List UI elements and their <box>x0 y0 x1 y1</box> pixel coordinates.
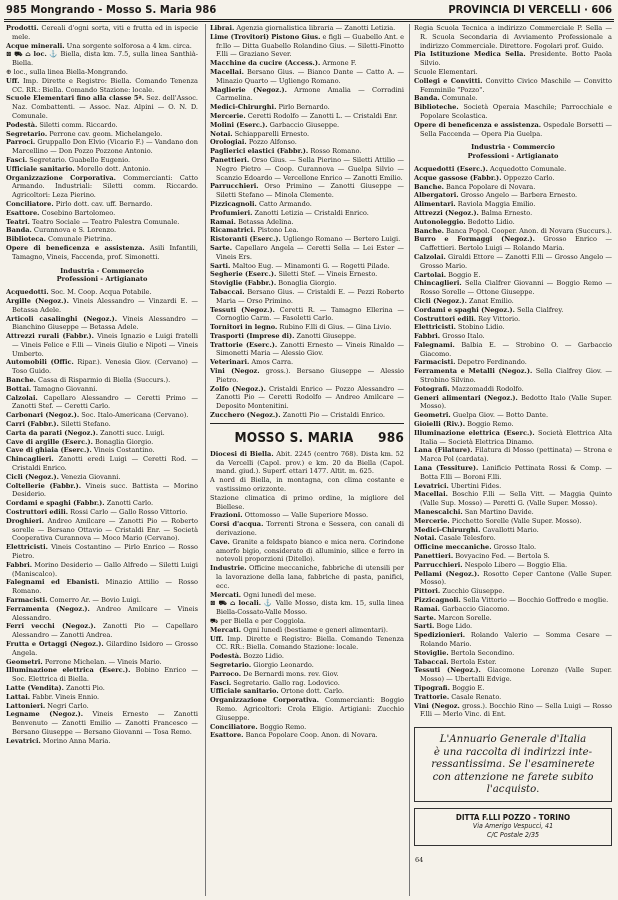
directory-entry: Pia Istituzione Medica Sella. Presidente. Botto Paola Silvio. <box>414 50 612 68</box>
advert-line: l'acquisto. <box>486 784 540 796</box>
directory-entry: Fasci. Segretario. Guabello Eugenio. <box>6 155 131 164</box>
directory-entry: Farmacisti. Comerro Ar. — Bovio Luigi. <box>6 596 141 604</box>
section-heading-mosso <box>210 430 404 446</box>
directory-entry: Veterinari. Amos Carra. <box>210 358 294 367</box>
directory-entry: Parroco. De Bernardi mons. rev. Giov. <box>210 669 339 678</box>
directory-entry: Falegnami ed Ebanisti. Minazio Attilio — Rosso Romano. <box>6 578 198 596</box>
column-divider <box>409 24 410 896</box>
directory-entry: Uff. Imp. Dirette e Registro: Biella. Comando Tenenza CC. RR.: Biella. Comando Stazione: locale. <box>210 634 404 652</box>
directory-entry: Sarte. Capellaro Angela — Ceretti Sella — Lei Ester — Vineis Ers. <box>210 243 404 261</box>
advert-company: DITTA F.LLI POZZO - TORINO <box>455 812 571 822</box>
directory-entry: Ferramenta (Negoz.). Andreo Amilcare — Vineis Alessandro. <box>6 604 198 622</box>
directory-entry: Spedizionieri. Rolando Valerio — Somma Cesare — Rolando Mario. <box>414 631 612 648</box>
directory-entry: Latte (Vendita). Zanotti Pio. <box>6 683 105 692</box>
directory-entry: Zolfo (Negoz.). Cristaldi Enrico — Pozzo Alessandro — Zanotti Pio — Ceretti Rodolfo — Andreo Amilcare — Deposito Montenitini. <box>210 384 404 411</box>
directory-entry: Scuole Elementari. <box>414 67 478 76</box>
column-divider <box>205 24 206 896</box>
column-right <box>414 24 612 896</box>
directory-entry: Profumieri. Zanotti Letizia — Cristaldi Enrico. <box>210 208 369 217</box>
directory-entry: Sarte. Marcon Sorelle. <box>414 613 492 622</box>
subheading-line: Professioni - Artigianato <box>56 275 148 284</box>
directory-entry: Gioielli (Riv.). Boggio Remo. <box>414 420 514 429</box>
directory-entry: Cave di argille (Eserc.). Bonaglia Giorgio. <box>6 437 154 446</box>
directory-entry: Trattorie (Eserc.). Zanotti Ernesto — Vineis Rinaldo — Simonetti Maria — Alessio Giov. <box>210 340 404 358</box>
directory-entry: Attrezzi rurali (Fabbr.). Vineis Ignazio e Luigi fratelli — Vineis Felice e F.lli — Vineis Giulio e Nipoti — Vineis Umberto. <box>6 332 198 358</box>
directory-entry: Ristoranti (Eserc.). Ugliengo Romano — Bertero Luigi. <box>210 235 401 244</box>
directory-entry: Organizzazione Corporativa. Commercianti: Catto Armando. Industriali: Siletti comm. Riccardo. Agricoltori: Leza Pierino. <box>6 173 198 200</box>
directory-entry: ⊠ ⛟ ⌂ loc. ⚓ Biella, dista km. 7.5, sulla linea Santhià-Biella. <box>6 50 198 68</box>
directory-entry: Vini (Negoz. gross.). Bocchio Rino — Sella Luigi — Rosso F.lli — Merlo Vinc. di Ent. <box>414 701 612 719</box>
directory-entry: Mercerie. Picchetto Sorelle (Valle Super. Mosso). <box>414 516 582 525</box>
column-left <box>6 24 198 896</box>
directory-entry: Burro e Formaggi (Negoz.). Grosso Enrico — Caffettieri. Bertolo Luigi — Rolando Maria. <box>414 235 612 253</box>
directory-entry: Orologiai. Pozzo Alfonso. <box>210 138 297 147</box>
directory-entry: Ramai. Garbaccio Giacomo. <box>414 604 510 613</box>
subheading-line: Professioni - Artigianato <box>467 152 559 161</box>
directory-entry: Elettricisti. Stobino Lidio. <box>414 323 505 332</box>
directory-entry: Diocesi di Biella. Abit. 2245 (centro 768). Dista km. 52 da Vercelli (Capol. prov.) e km. 20 da Biella (Capol. mand. giud.). Superf. ettari 1477. Altit. m. 625. <box>210 449 404 476</box>
directory-entry: Ferri vecchi (Negoz.). Zanotti Pio — Capellaro Alessandro — Zanotti Andrea. <box>6 622 198 640</box>
advert-postal: C/C Postale 2/35 <box>487 831 539 840</box>
directory-entry: Parroci. Gruppallo Don Elvio (Vicario F.) — Vandano don Marcellino — Don Pozzo Pozzone Antonio. <box>6 138 198 156</box>
directory-entry: Bottai. Tamagno Giovanni. <box>6 384 98 393</box>
directory-entry: Banche. Cassa di Risparmio di Biella (Succurs.). <box>6 376 171 385</box>
directory-entry: Esattore. Cosebino Bartolomeo. <box>6 208 116 217</box>
directory-entry: Opere di beneficenza e assistenza. Asili Infantili, Tamagno, Vineis, Faccenda, prof. Simonetti. <box>6 243 198 261</box>
directory-entry: Cordami e spaghi (Negoz.). Sella Cialfrey. <box>414 305 564 314</box>
directory-entry: Scuole Elementari fino alla classe 5ª. Sez. dell'Assoc. Naz. Combattenti. — Assoc. Naz. Alpini — O. N. D. Comunale. <box>6 94 198 120</box>
directory-entry: Officine meccaniche. Grosso Italo. <box>414 543 537 552</box>
directory-entry: Stazione climatica di primo ordine, la migliore del Biellese. <box>210 493 404 511</box>
directory-entry: Pizzicagnoli. Sella Vittorio — Bocchio Goffredo e moglie. <box>414 596 609 604</box>
directory-entry: Carri (Fabbr.). Siletti Stefano. <box>6 420 111 429</box>
directory-entry: Ricamatrici. Pistono Lea. <box>210 226 299 235</box>
directory-entry: Zucchero (Negoz.). Zanotti Pio — Cristaldi Enrico. <box>210 411 386 420</box>
section-subheading <box>6 267 198 285</box>
directory-entry: Ufficiale sanitario. Ortone dott. Carlo. <box>210 687 345 696</box>
pozzo-advert <box>414 808 612 846</box>
directory-entry: Cave di ghiaia (Eserc.). Vineis Costantino. <box>6 446 155 455</box>
directory-entry: Lime (Trovitori) Pistono Gius. e figli — Guabello Ant. e fr.llo — Ditta Guabello Rolandino Gius. — Siletti-Finotto F.lli — Graziano Sever. <box>210 32 404 59</box>
directory-entry: Banche. Banca Popolare di Novara. <box>414 182 536 191</box>
header-right: PROVINCIA DI VERCELLI · 606 <box>448 3 612 16</box>
directory-entry: Regia Scuola Tecnica a indirizzo Commerciale P. Sella — R. Scuola Secondaria di Avviamento Professionale a indirizzo Commerciale. Direttore. Fogolari prof. Guido. <box>414 24 612 50</box>
directory-entry: ⊠ ⛟ ⌂ locali. ⚓ Valle Mosso, dista km. 15, sulla linea Biella-Cossato-Valle Mosso. <box>210 599 404 617</box>
section-rule <box>210 423 404 424</box>
directory-entry: Stoviglie. Bertola Secondino. <box>414 648 515 657</box>
directory-entry: Acque minerali. Una sorgente solforosa a 4 km. circa. <box>6 41 192 50</box>
directory-entry: A nord di Biella, in montagna, con clima costante e vastissimo orizzonte. <box>210 476 404 494</box>
directory-entry: Esattore. Banca Popolare Coop. Anon. di Novara. <box>210 731 378 740</box>
directory-entry: ⊕ loc., sulla linea Biella-Mongrando. <box>6 67 128 76</box>
directory-entry: Lana (Tessiture). Lanificio Pettinata Rossi & Comp. — Botta F.lli — Boroni F.lli. <box>414 464 612 481</box>
directory-entry: Coltellerie (Fabbr.). Vineis succ. Battista — Morino Desiderio. <box>6 481 198 499</box>
directory-entry: Prodotti. Cereali d'ogni sorta, viti e frutta ed in ispecie mele. <box>6 24 198 41</box>
directory-entry: Medici-Chirurghi. Pirlo Bernardo. <box>210 103 330 112</box>
directory-entry: Macellai. Bersano Gius. — Bianco Dante — Catto A. — Minazio Quarto — Ugliengo Romano. <box>210 67 404 85</box>
header-rule <box>4 19 614 20</box>
directory-entry: Maglierie (Negoz.). Armone Amalia — Corradini Carmelina. <box>210 85 404 103</box>
directory-entry: Chincaglieri. Zanotti eredi Luigi — Ceretti Rod. — Cristaldi Enrico. <box>6 455 198 473</box>
directory-entry: Segherie (Eserc.). Siletti Stef. — Vineis Ernesto. <box>210 270 378 279</box>
directory-entry: Calzolai. Capellaro Alessandro — Ceretti Primo — Zanotti Stef. — Ceretti Carlo. <box>6 393 198 411</box>
header-rule-2 <box>4 21 614 22</box>
column-middle <box>210 24 404 896</box>
directory-entry: Tornitori in legno. Rubino F.lli di Gius. — Gina Livio. <box>210 323 392 332</box>
directory-entry: Calzolai. Giraldi Ettore — Zanotti F.lli — Grosso Angelo — Grosso Mario. <box>414 252 612 270</box>
directory-entry: Generi alimentari (Negoz.). Bedotto Italo (Valle Super. Mosso). <box>414 393 612 411</box>
subheading-line: Industria - Commercio <box>60 266 144 275</box>
directory-entry: Podestà. Siletti comm. Riccardo. <box>6 120 118 129</box>
directory-entry: Frutta e Ortaggi (Negoz.). Gilardino Isidoro — Grosso Angela. <box>6 639 198 657</box>
header-left: 985 Mongrando - Mosso S. Maria 986 <box>6 3 217 16</box>
directory-entry: Carta da parati (Negoz.). Zanotti succ. Luigi. <box>6 428 165 437</box>
directory-entry: Trasporti (Imprese di). Zanotti Giuseppe. <box>210 331 357 340</box>
annuario-advert <box>414 727 612 802</box>
directory-entry: Mercati. Ogni lunedì del mese. <box>210 590 317 599</box>
directory-entry: Organizzazione Corporativa. Commercianti: Boggio Remo. Agricoltori: Crola Eligio. Artigiani: Zucchio Giuseppe. <box>210 696 404 722</box>
directory-entry: Illuminazione elettrica (Eserc.). Società Elettrica Alta Italia — Società Elettrica Dinamo. <box>414 428 612 446</box>
directory-entry: Costruttori edili. Rey Vittorio. <box>414 314 521 323</box>
directory-entry: Fabbri. Morino Desiderio — Gallo Alfredo — Siletti Luigi (Maniscalco). <box>6 560 198 578</box>
directory-entry: Cordami e spaghi (Fabbr.). Zanotti Carlo. <box>6 499 154 508</box>
directory-entry: Lattai. Fabbr. Vineis Ennio. <box>6 692 100 701</box>
directory-entry: Geometri. Guelpa Giov. — Botto Dante. <box>414 411 549 420</box>
advert-line: L'Annuario Generale d'Italia <box>439 734 587 746</box>
directory-entry: ⛟ per Biella e per Coggiola. <box>210 617 306 625</box>
directory-entry: Acque gassose (Fabbr.). Oppezzo Carlo. <box>414 173 555 182</box>
directory-entry: Albergatori. Grosso Angelo — Barbera Ernesto. <box>414 191 578 200</box>
directory-entry: Attrezzi (Negoz.). Balma Ernesto. <box>414 208 533 217</box>
page-header <box>6 2 612 20</box>
directory-entry: Farmacisti. Depetro Ferdinando. <box>414 358 527 367</box>
directory-entry: Argille (Negoz.). Vineis Alessandro — Vinzardi E. — Betassa Adele. <box>6 296 198 314</box>
directory-entry: Pellami (Negoz.). Rosotto Ceper Cantone (Valle Super. Mosso). <box>414 569 612 587</box>
directory-entry: Tessuti (Negoz.). Giacomone Lorenzo (Valle Super. Mosso) — Ubertalli Edvige. <box>414 666 612 684</box>
page-mark: 64 <box>415 856 424 864</box>
directory-entry: Levatrici. Morino Anna Maria. <box>6 736 111 745</box>
directory-entry: Cartolai. Boggio E. <box>414 270 481 279</box>
directory-entry: Biblioteca. Comunale Pietrina. <box>6 235 113 244</box>
directory-entry: Panettieri. Orso Gius. — Sella Pierino — Siletti Attilio — Negro Pietro — Coop. Curannova — Guelpa Silvio — Scanzio Edoardo — Vercellone Enrico — Zanotti Emilio. <box>210 155 404 182</box>
directory-entry: Mercati. Ogni lunedì (bestiame e generi alimentari). <box>210 625 388 634</box>
directory-entry: Conciliatore. Boggio Remo. <box>210 722 307 731</box>
directory-entry: Ufficiale sanitario. Morello dott. Antonio. <box>6 164 151 173</box>
directory-entry: Illuminazione elettrica (Eserc.). Bobino Enrico — Soc. Elettrica di Biella. <box>6 666 198 684</box>
directory-entry: Cicli (Negoz.). Zanat Emilio. <box>414 296 514 305</box>
directory-entry: Mercerie. Ceretti Rodolfo — Zanotti L. — Cristaldi Enr. <box>210 111 398 120</box>
directory-entry: Pizzicagnoli. Catto Armando. <box>210 199 312 208</box>
directory-entry: Droghieri. Andreo Amilcare — Zanotti Pio — Roberto sorelle — Bersano Ottavio — Cristaldi Enr. — Società Cooperativa Curannova — Moco Mario (Cervano). <box>6 516 198 543</box>
directory-entry: Articoli casalinghi (Negoz.). Vineis Alessandro — Bianchino Giuseppe — Betassa Adele. <box>6 314 198 332</box>
directory-entry: Frazioni. Ottomosso — Valle Superiore Mosso. <box>210 511 369 520</box>
directory-entry: Cave. Granite a feldspato bianco e mica nera. Corindone amorfo bigio, considerato di alluminio, silice e ferro in notevoli proporzioni (Ditello). <box>210 537 404 564</box>
directory-entry: Carbonari (Negoz.). Soc. Italo-Americana (Cervano). <box>6 411 189 420</box>
directory-entry: Librai. Agenzia giornalistica libraria — Zanotti Letizia. <box>210 24 396 32</box>
directory-entry: Automobili (Offic. Ripar.). Venesia Giov. (Cervano) — Toso Guido. <box>6 358 198 376</box>
subheading-line: Industria - Commercio <box>471 143 555 152</box>
directory-entry: Paglierici elastici (Fabbr.). Rosso Romano. <box>210 147 362 156</box>
section-title: MOSSO S. MARIA <box>234 429 354 446</box>
directory-entry: Opere di beneficenza e assistenza. Ospedale Borsetti — Sella Faccenda — Opera Pia Guelpa. <box>414 120 612 138</box>
directory-entry: Notai. Casale Telesforo. <box>414 534 496 543</box>
directory-entry: Pittori. Zucchio Giuseppe. <box>414 587 505 596</box>
directory-entry: Macchine da cucire (Access.). Armone F. <box>210 59 357 68</box>
directory-entry: Falegnami. Balbia E. — Strobino O. — Garbaccio Giacomo. <box>414 340 612 358</box>
directory-entry: Ramai. Betassa Adelina. <box>210 217 294 226</box>
directory-entry: Tipografi. Boggio E. <box>414 683 485 692</box>
directory-entry: Banda. Comunale. <box>414 94 478 103</box>
directory-entry: Tabaccai. Bersano Gius. — Cristaldi E. — Pezzi Roberto Maria — Orso Primino. <box>210 287 404 305</box>
directory-entry: Vini (Negoz. gross.). Bersano Giuseppe — Alessio Pietro. <box>210 367 404 384</box>
directory-entry: Corsi d'acqua. Torrenti Strona e Sessera, con canali di derivazione. <box>210 520 404 538</box>
directory-entry: Notai. Schiapparelli Ernesto. <box>210 129 310 138</box>
directory-entry: Chincaglieri. Sella Cialfrer Giovanni — Boggio Remo — Rosso Sorelle — Ottone Giuseppe. <box>414 279 612 297</box>
directory-entry: Biblioteche. Società Operaia Maschile; Parrocchiale e Popolare Scolastica. <box>414 103 612 120</box>
directory-entry: Costruttori edili. Rossi Carlo — Gallo Rosso Vittorio. <box>6 508 188 517</box>
directory-entry: Tessuti (Negoz.). Ceretti R. — Tamagno Ellerina — Cornoglio Carm. — Fasoletti Carlo. <box>210 305 404 323</box>
directory-entry: Alimentari. Raviola Maggia Emilio. <box>414 200 536 209</box>
directory-entry: Cicli (Negoz.). Venezia Giovanni. <box>6 472 121 481</box>
directory-entry: Manescalchi. San Martino Davide. <box>414 508 534 517</box>
directory-entry: Parrucchieri. Nespolo Libero — Boggio Elia. <box>414 560 568 569</box>
directory-entry: Medici-Chirurghi. Cavallotti Mario. <box>414 525 539 534</box>
advert-address: Via Amerigo Vespucci, 41 <box>472 822 554 831</box>
directory-entry: Elettricisti. Vineis Costantino — Pirlo Enrico — Rosso Pietro. <box>6 543 198 561</box>
directory-entry: Banche. Banca Popol. Cooper. Anon. di Novara (Succurs.). <box>414 226 612 235</box>
directory-entry: Geometri. Perrone Michelan. — Vineis Mario. <box>6 657 162 666</box>
directory-entry: Industrie. Officine meccaniche, fabbriche di utensili per la lavorazione della lana, fabbriche di pasta, panifici, ecc. <box>210 564 404 590</box>
directory-entry: Tabaccai. Bertola Ester. <box>414 657 497 666</box>
directory-entry: Fabbri. Grosso Italo. <box>414 332 485 341</box>
directory-entry: Collegi e Convitti. Convitto Civico Maschile — Convitto Femminile "Pozzo". <box>414 76 612 94</box>
directory-entry: Stoviglie (Fabbr.). Bonaglia Giorgio. <box>210 279 337 288</box>
directory-entry: Panettieri. Bovyacino Fed. — Bertola S. <box>414 552 550 561</box>
advert-line: è una raccolta di indirizzi inte- <box>433 746 593 758</box>
directory-entry: Levatrici. Ubertini Fides. <box>414 481 502 490</box>
directory-entry: Acquedotti. Soc. M. Coop. Acqua Potabile. <box>6 288 152 297</box>
directory-entry: Acquedotti (Eserc.). Acquedotto Comunale. <box>414 164 567 173</box>
directory-entry: Sarti. Boge Lido. <box>414 622 473 631</box>
directory-entry: Parrucchieri. Orso Primino — Zanotti Giuseppe — Siletti Stefano — Minola Clemente. <box>210 182 404 200</box>
directory-entry: Teatri. Teatro Sociale — Teatro Palestra Comunale. <box>6 217 180 226</box>
section-number: 986 <box>378 429 404 446</box>
directory-entry: Uff. Imp. Dirette e Registro: Biella. Comando Tenenza CC. RR.: Biella. Comando Stazione: locale. <box>6 76 198 94</box>
directory-entry: Ferramenta e Metalli (Negoz.). Sella Cialfrey Giov. — Strobino Silvino. <box>414 367 612 385</box>
directory-entry: Conciliatore. Pirlo dott. cav. uff. Bernardo. <box>6 199 153 208</box>
advert-line: con attenzione ne farete subito <box>432 771 594 783</box>
advert-line: ressantissima. Se l'esaminerete <box>431 759 595 771</box>
directory-entry: Podestà. Bozzo Lidio. <box>210 652 285 661</box>
directory-entry: Fasci. Segretario. Gallo rag. Lodovico. <box>210 678 340 687</box>
section-subheading <box>414 143 612 161</box>
directory-entry: Sarti. Maltoo Eug. — Minamonti G. — Rogetti Pilade. <box>210 261 390 270</box>
directory-entry: Segretario. Perrone cav. geom. Michelangelo. <box>6 129 163 138</box>
directory-entry: Fotografi. Mazzomaddi Rodolfo. <box>414 384 524 393</box>
directory-entry: Banda. Curannova e S. Lorenzo. <box>6 226 117 235</box>
directory-entry: Macellai. Boschio F.lli — Sella Vitt. — Maggia Quinto (Valle Sup. Mosso) — Peretti G. (Valle Super. Mosso). <box>414 490 612 508</box>
directory-entry: Segretario. Giorgio Leonardo. <box>210 660 314 669</box>
directory-entry: Lana (Filature). Filatura di Mosso (pettinata) — Strona e Marca Pol (cardata). <box>414 446 612 464</box>
directory-entry: Trattorie. Casale Renato. <box>414 692 502 701</box>
directory-entry: Legname (Negoz.). Vineis Ernesto — Zanotti Benvenuto — Zanotti Emilio — Zanotti Francesco — Bersano Giuseppe — Bersano Giovanni — Tosa Remo. <box>6 710 198 736</box>
directory-entry: Autonoleggio. Bedotto Lidio. <box>414 217 515 226</box>
directory-entry: Lattonieri. Negri Carlo. <box>6 701 89 710</box>
directory-entry: Molini (Eserc.). Garbaccio Giuseppe. <box>210 120 340 129</box>
